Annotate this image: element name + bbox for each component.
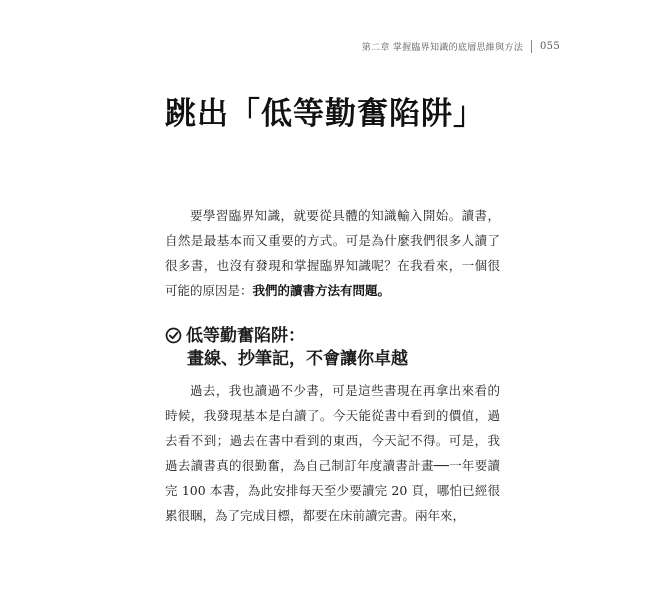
section-heading-line-2: 畫線、抄筆記，不會讓你卓越 [187,349,408,369]
intro-paragraph-text: 要學習臨界知識，就要從具體的知識輸入開始。讀書，自然是最基本而又重要的方式。可是為什麼我們很多人讀了很多書，也沒有發現和掌握臨界知識呢？在我看來，一個很可能的原因是： [165,208,500,298]
section-heading-line-1 [165,325,505,348]
running-title: 第二章 掌握臨界知識的底層思維與方法 [361,42,523,53]
body-paragraph: 過去，我也讀過不少書，可是這些書現在再拿出來看的時候，我發現基本是白讀了。今天能從書中看到的價值，過去看不到；過去在書中看到的東西，今天記不得。可是，我過去讀書真的很勤奮，為自己制訂年度讀書計畫──一年要讀完 100 本書，為此安排每天至少要讀完 20 頁，哪怕已經很累很睏，為了完成目標，都要在床前讀完書。兩年來， [165,383,500,523]
section-heading [165,325,505,371]
intro-paragraph [165,203,500,303]
page-number: 055 [540,40,560,52]
chapter-title: 跳出「低等勤奮陷阱」 [165,96,485,132]
running-header [300,38,560,54]
intro-paragraph-emphasis: 我們的讀書方法有問題。 [252,283,391,298]
section-heading-text-1: 低等勤奮陷阱： [186,326,305,346]
check-circle-icon [165,327,182,344]
header-divider [531,40,532,53]
